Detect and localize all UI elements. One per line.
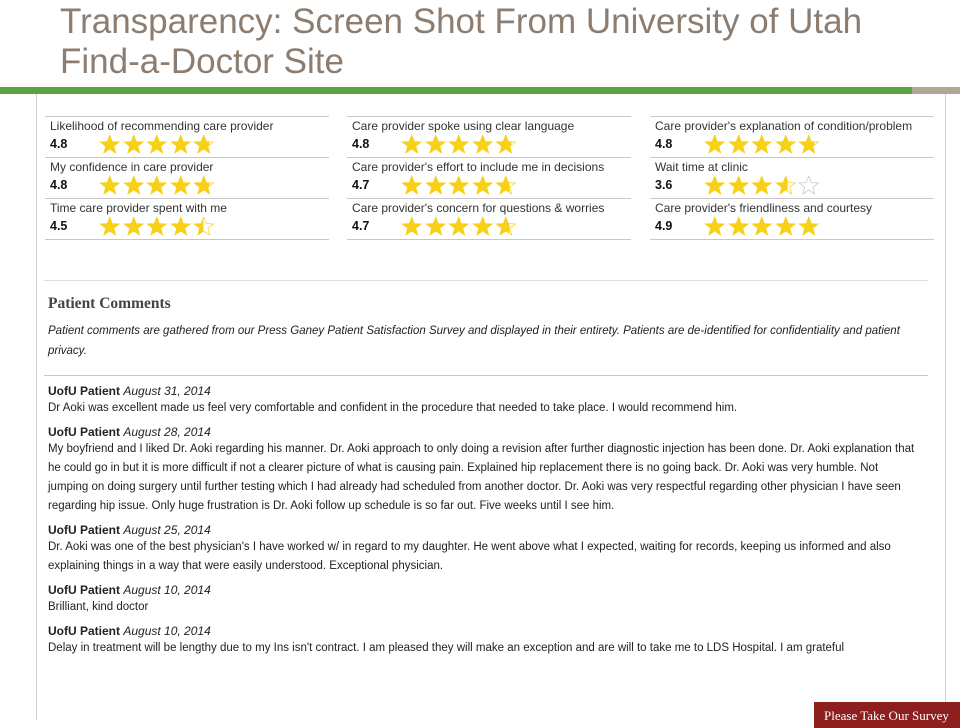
ratings-column-1 bbox=[45, 116, 329, 240]
rating-score: 3.6 bbox=[655, 178, 673, 192]
rating-score: 4.8 bbox=[352, 137, 370, 151]
star-rating bbox=[703, 216, 821, 236]
star-icon bbox=[447, 134, 471, 154]
comment-date: August 10, 2014 bbox=[123, 583, 211, 597]
star-icon bbox=[774, 134, 798, 154]
comment-item bbox=[48, 583, 916, 617]
star-icon bbox=[797, 216, 821, 236]
comment-date: August 31, 2014 bbox=[123, 384, 211, 398]
star-rating bbox=[98, 175, 216, 195]
rating-item bbox=[45, 199, 329, 240]
comment-author: UofU Patient bbox=[48, 583, 120, 597]
star-rating bbox=[703, 175, 821, 195]
star-icon bbox=[145, 216, 169, 236]
star-rating bbox=[703, 134, 821, 154]
star-icon bbox=[703, 175, 727, 195]
star-icon bbox=[145, 134, 169, 154]
rating-label: Wait time at clinic bbox=[655, 160, 748, 174]
star-icon bbox=[471, 216, 495, 236]
comment-text: Dr. Aoki was one of the best physician's I have worked w/ in regard to my daughter. He went above what I expected, waiting for records, keeping us informed and also explaining things in a way that were easily understood. Exceptional physician. bbox=[48, 541, 891, 572]
title-divider-green bbox=[0, 87, 912, 94]
star-icon bbox=[750, 175, 774, 195]
comment-item bbox=[48, 384, 916, 418]
star-icon bbox=[169, 175, 193, 195]
star-icon bbox=[494, 175, 518, 195]
rating-score: 4.8 bbox=[655, 137, 673, 151]
title-divider-tan bbox=[912, 87, 960, 94]
section-divider bbox=[44, 280, 928, 281]
comment-text: Delay in treatment will be lengthy due to my Ins isn't contract. I am pleased they will make an exception and are will to take me to LDS Hospital. I am grateful bbox=[48, 642, 845, 654]
take-survey-button[interactable]: Please Take Our Survey bbox=[814, 702, 960, 728]
star-icon bbox=[98, 175, 122, 195]
rating-item bbox=[347, 199, 631, 240]
star-rating bbox=[98, 216, 216, 236]
star-icon bbox=[192, 216, 216, 236]
comment-text: Dr Aoki was excellent made us feel very comfortable and confident in the procedure that needed to take place. I would recommend him. bbox=[48, 402, 738, 414]
rating-item bbox=[45, 158, 329, 199]
rating-label: Care provider's concern for questions & worries bbox=[352, 201, 605, 215]
comment-author: UofU Patient bbox=[48, 624, 120, 638]
rating-label: Care provider's friendliness and courtesy bbox=[655, 201, 873, 215]
comment-author: UofU Patient bbox=[48, 384, 120, 398]
patient-comments-heading: Patient Comments bbox=[48, 295, 171, 312]
star-icon bbox=[424, 134, 448, 154]
star-icon bbox=[494, 134, 518, 154]
rating-item bbox=[347, 158, 631, 199]
rating-score: 4.8 bbox=[50, 137, 68, 151]
rating-score: 4.7 bbox=[352, 178, 370, 192]
star-icon bbox=[727, 175, 751, 195]
star-icon bbox=[98, 216, 122, 236]
comment-item bbox=[48, 624, 916, 658]
star-icon bbox=[192, 175, 216, 195]
comment-author: UofU Patient bbox=[48, 523, 120, 537]
rating-item bbox=[650, 158, 934, 199]
star-icon bbox=[145, 175, 169, 195]
star-icon bbox=[494, 216, 518, 236]
rating-score: 4.8 bbox=[50, 178, 68, 192]
rating-item bbox=[650, 116, 934, 158]
ratings-column-2 bbox=[347, 116, 631, 240]
star-rating bbox=[98, 134, 216, 154]
star-icon bbox=[703, 134, 727, 154]
star-icon bbox=[169, 134, 193, 154]
rating-score: 4.5 bbox=[50, 219, 68, 233]
star-icon bbox=[98, 134, 122, 154]
comment-item bbox=[48, 425, 916, 516]
rating-label: Care provider's explanation of condition/problem bbox=[655, 119, 913, 133]
rating-label: Care provider spoke using clear language bbox=[352, 119, 575, 133]
star-icon bbox=[424, 216, 448, 236]
star-icon bbox=[447, 216, 471, 236]
rating-label: Likelihood of recommending care provider bbox=[50, 119, 274, 133]
slide-title: Transparency: Screen Shot From University of Utah Find-a-Doctor Site bbox=[60, 2, 863, 81]
star-icon bbox=[447, 175, 471, 195]
star-icon bbox=[400, 175, 424, 195]
rating-score: 4.9 bbox=[655, 219, 673, 233]
star-icon bbox=[471, 134, 495, 154]
comment-text: Brilliant, kind doctor bbox=[48, 601, 149, 613]
comment-text: My boyfriend and I liked Dr. Aoki regarding his manner. Dr. Aoki approach to only doing a revision after further diagnostic injection has been done. Dr. Aoki explanation that he could go in but it is more difficult if not a clearer picture of what is causing pain. Explained hip replacement there is no going back. Dr. Aoki was very humble. Not jumping on doing surgery until further testing which I had already had scheduled from another doctor. Dr. Aoki was very respectful regarding other physician I have seen regarding hip issue. Only huge frustration is Dr. Aoki follow up schedule is so far out. Five weeks until I see him. bbox=[48, 443, 915, 512]
comment-list bbox=[48, 384, 916, 665]
rating-label: My confidence in care provider bbox=[50, 160, 214, 174]
star-icon bbox=[122, 134, 146, 154]
star-icon bbox=[192, 134, 216, 154]
star-icon bbox=[797, 175, 821, 195]
star-icon bbox=[400, 216, 424, 236]
rating-score: 4.7 bbox=[352, 219, 370, 233]
star-icon bbox=[750, 216, 774, 236]
rating-item bbox=[347, 116, 631, 158]
comment-date: August 25, 2014 bbox=[123, 523, 211, 537]
star-icon bbox=[122, 216, 146, 236]
comments-divider bbox=[44, 375, 928, 376]
comment-date: August 10, 2014 bbox=[123, 624, 211, 638]
ratings-column-3 bbox=[650, 116, 934, 240]
comment-item bbox=[48, 523, 916, 576]
patient-comments-description: Patient comments are gathered from our Press Ganey Patient Satisfaction Survey and displayed in their entirety. Patients are de-identified for confidentiality and patient privacy. bbox=[48, 325, 900, 357]
star-rating bbox=[400, 134, 518, 154]
star-rating bbox=[400, 175, 518, 195]
star-icon bbox=[424, 175, 448, 195]
rating-label: Care provider's effort to include me in decisions bbox=[352, 160, 605, 174]
star-icon bbox=[122, 175, 146, 195]
comment-author: UofU Patient bbox=[48, 425, 120, 439]
star-icon bbox=[750, 134, 774, 154]
star-icon bbox=[774, 175, 798, 195]
star-icon bbox=[774, 216, 798, 236]
rating-label: Time care provider spent with me bbox=[50, 201, 227, 215]
star-icon bbox=[703, 216, 727, 236]
comment-date: August 28, 2014 bbox=[123, 425, 211, 439]
rating-item bbox=[650, 199, 934, 240]
star-icon bbox=[727, 134, 751, 154]
star-icon bbox=[471, 175, 495, 195]
star-rating bbox=[400, 216, 518, 236]
star-icon bbox=[727, 216, 751, 236]
star-icon bbox=[169, 216, 193, 236]
star-icon bbox=[400, 134, 424, 154]
star-icon bbox=[797, 134, 821, 154]
rating-item bbox=[45, 116, 329, 158]
